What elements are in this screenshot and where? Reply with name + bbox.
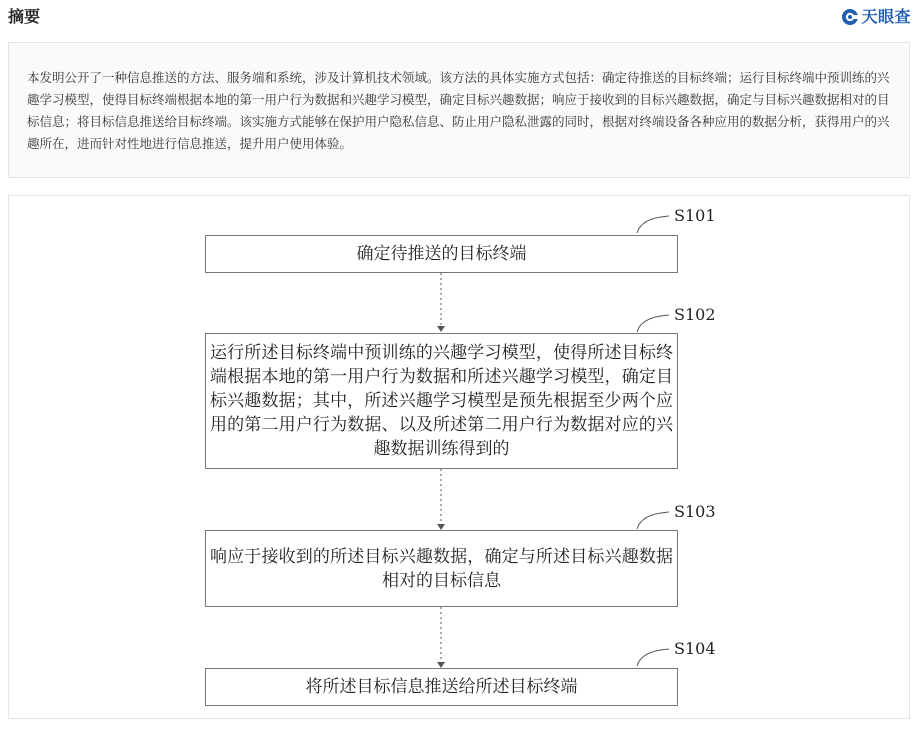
abstract-panel xyxy=(8,42,910,178)
step-s103-box xyxy=(205,530,678,607)
step-s101-text: 确定待推送的目标终端 xyxy=(356,244,527,264)
step-s101-label: S101 xyxy=(674,206,716,225)
step-s102-label: S102 xyxy=(674,305,716,324)
leader-s101 xyxy=(637,216,669,233)
step-s104-box xyxy=(205,668,678,706)
step-s104-label: S104 xyxy=(674,639,716,658)
step-s101-box xyxy=(205,235,678,273)
step-s104-text: 将所述目标信息推送给所述目标终端 xyxy=(305,677,578,697)
arrowhead-s102 xyxy=(437,326,445,332)
tianyancha-logo-icon xyxy=(841,8,859,26)
step-s103-label: S103 xyxy=(674,502,716,521)
leader-s104 xyxy=(637,649,669,666)
step-s102-box xyxy=(205,333,678,469)
step-s103-text: 响应于接收到的所述目标兴趣数据，确定与所述目标兴趣数据相对的目标信息 xyxy=(210,546,673,591)
flowchart-figure xyxy=(8,195,910,719)
leader-s102 xyxy=(637,315,669,332)
logo-text: 天眼查 xyxy=(861,7,911,26)
brand-logo[interactable] xyxy=(841,6,911,28)
step-s102-text: 运行所述目标终端中预训练的兴趣学习模型，使得所述目标终端根据本地的第一用户行为数据和所述兴趣学习模型，确定目标兴趣数据；其中，所述兴趣学习模型是预先根据至少两个应用的第二用户行为数据、以及所述第二用户行为数据对应的兴趣数据训练得到的 xyxy=(210,343,673,459)
page-title: 摘要 xyxy=(8,7,41,26)
abstract-text: 本发明公开了一种信息推送的方法、服务端和系统，涉及计算机技术领域。该方法的具体实施方式包括：确定待推送的目标终端；运行目标终端中预训练的兴趣学习模型，使得目标终端根据本地的第一用户行为数据和兴趣学习模型，确定目标兴趣数据；响应于接收到的目标兴趣数据，确定与目标兴趣数据相对的目标信息；将目标信息推送给目标终端。该实施方式能够在保护用户隐私信息、防止用户隐私泄露的同时，根据对终端设备各种应用的数据分析，获得用户的兴趣所在，进而针对性地进行信息推送，提升用户使用体验。 xyxy=(27,70,890,151)
page-header xyxy=(0,0,921,36)
leader-s103 xyxy=(637,512,669,529)
